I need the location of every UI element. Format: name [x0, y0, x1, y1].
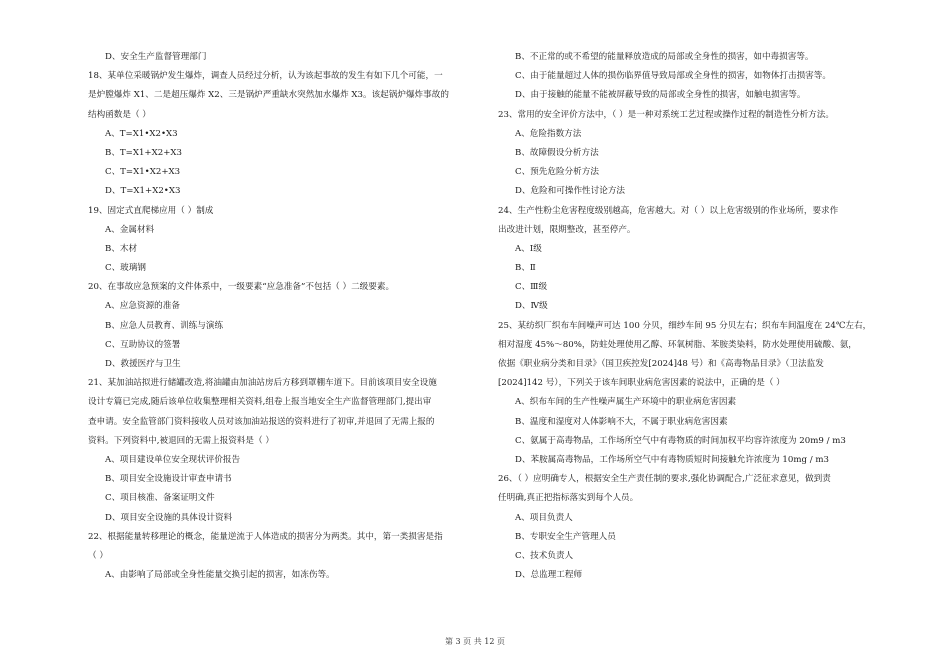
question-text: 21、某加油站拟进行储罐改造,将油罐由加油站房后方移到罩棚车道下。目前该项目安全设施	[88, 378, 437, 389]
answer-option: A、由影响了局部或全身性能量交换引起的损害，如冻伤等。	[105, 570, 335, 581]
answer-option: B、项目安全设施设计审查申请书	[105, 474, 232, 485]
question-text: 出改进计划，限期整改，甚至停产。	[498, 224, 636, 235]
page-footer: 第 3 页 共 12 页	[445, 637, 505, 646]
question-text: 是炉膛爆炸 X1、二是超压爆炸 X2、三是锅炉严重缺水突然加水爆炸 X3。该起锅炉爆炸事故的	[88, 90, 449, 101]
answer-option: D、苯胺属高毒物品，工作场所空气中有毒物质短时间接触允许浓度为 10mg / m3	[515, 454, 829, 465]
answer-option: D、由于接触的能量不能被屏蔽导致的局部或全身性的损害，如触电损害等。	[515, 90, 806, 101]
answer-option: A、织布车间的生产性噪声属生产环境中的职业病危害因素	[515, 397, 737, 408]
answer-option: A、金属材料	[105, 224, 155, 235]
answer-option: B、Ⅱ	[515, 263, 536, 274]
answer-option: C、Ⅲ级	[515, 282, 548, 293]
question-text: 资料。下列资料中,被退回的无需上报资料是（ ）	[88, 435, 274, 446]
answer-option: B、T=X1+X2+X3	[105, 147, 182, 158]
answer-option: C、氨属于高毒物品，工作场所空气中有毒物质的时间加权平均容许浓度为 20m9 / m3	[515, 435, 846, 446]
question-text: 22、根据能量转移理论的概念，能量逆流于人体造成的损害分为两类。其中，第一类损害是指	[88, 531, 443, 542]
answer-option: C、玻璃钢	[105, 263, 146, 274]
answer-option: C、预先危险分析方法	[515, 167, 599, 178]
answer-option: C、T=X1•X2+X3	[105, 167, 181, 178]
left-column	[88, 48, 488, 585]
question-text: 19、固定式直爬梯应用（ ）制成	[88, 205, 214, 216]
answer-option: A、项目建设单位安全现状评价报告	[105, 454, 241, 465]
answer-option: C、技术负责人	[515, 550, 574, 561]
answer-option: B、木材	[105, 243, 138, 254]
question-text: [2024]142 号），下列关于该车间职业病危害因素的说法中，正确的是（ ）	[498, 378, 785, 389]
question-text: 任明确,真正把指标落实到每个人员。	[498, 493, 639, 504]
answer-option: A、危险指数方法	[515, 128, 582, 139]
answer-option: D、危险和可操作性讨论方法	[515, 186, 626, 197]
question-text: 相对湿度 45%～80%，防蛀处理使用乙醇、环氧树脂、苯胺类染料，防水处理使用硫酸、氨，	[498, 339, 857, 350]
answer-option: B、专职安全生产管理人员	[515, 531, 616, 542]
answer-option: B、不正常的或不希望的能量释放造成的局部或全身性的损害，如中毒损害等。	[515, 52, 814, 62]
answer-option: D、总监理工程师	[515, 570, 583, 581]
question-text: 24、生产性粉尘危害程度级别越高，危害越大。对（ ）以上危害级别的作业场所，要求作	[498, 205, 839, 216]
answer-option: C、由于能量超过人体的损伤临界值导致局部或全身性的损害，如物体打击损害等。	[515, 71, 831, 82]
answer-option: C、项目核准、备案证明文件	[105, 493, 215, 504]
answer-option: D、项目安全设施的具体设计资料	[105, 512, 233, 523]
answer-option: D、T=X1+X2•X3	[105, 186, 181, 197]
answer-option: A、项目负责人	[515, 512, 573, 523]
question-text: 查申请。安全监管部门资料接收人员对该加油站报送的资料进行了初审,并退回了无需上报的	[88, 416, 435, 427]
question-text: 20、在事故应急预案的文件体系中，一级要素“应急准备”不包括（ ）二级要素。	[88, 282, 395, 293]
answer-option: C、互助协议的签署	[105, 339, 181, 350]
question-text: 结构函数是（ ）	[88, 109, 151, 120]
right-column	[498, 48, 898, 585]
answer-option: D、Ⅳ级	[515, 301, 548, 312]
answer-option: B、应急人员教育、训练与演练	[105, 320, 224, 331]
answer-option: A、T=X1•X2•X3	[105, 128, 178, 139]
answer-option: D、救援医疗与卫生	[105, 359, 181, 369]
question-text: 依据《职业病分类和目录》（国卫疾控发[2024]48 号）和《高毒物品目录》（卫法监发	[498, 359, 824, 369]
answer-option: A、应急资源的准备	[105, 301, 180, 312]
question-text: 18、某单位采暖锅炉发生爆炸，调查人员经过分析，认为该起事故的发生有如下几个可能，一	[88, 71, 443, 82]
answer-option: A、Ⅰ级	[515, 243, 542, 254]
question-text: 23、常用的安全评价方法中，（ ）是一种对系统工艺过程或操作过程的制造性分析方法。	[498, 109, 834, 120]
question-text: （ ）	[88, 550, 108, 561]
question-text: 26、（ ）应明确专人，根据安全生产责任制的要求,强化协调配合,广泛征求意见，做到责	[498, 474, 831, 485]
question-text: 设计专篇已完成,随后该单位收集整理相关资料,组卷上报当地安全生产监督管理部门,提出审	[88, 397, 432, 408]
question-text: 25、某纺织厂织布车间噪声可达 100 分贝，细纱车间 95 分贝左右；织布车间温度在 24℃左右，	[498, 320, 872, 331]
answer-option: D、安全生产监督管理部门	[105, 52, 207, 62]
answer-option: B、温度和湿度对人体影响不大，不属于职业病危害因素	[515, 416, 728, 427]
answer-option: B、故障假设分析方法	[515, 147, 599, 158]
